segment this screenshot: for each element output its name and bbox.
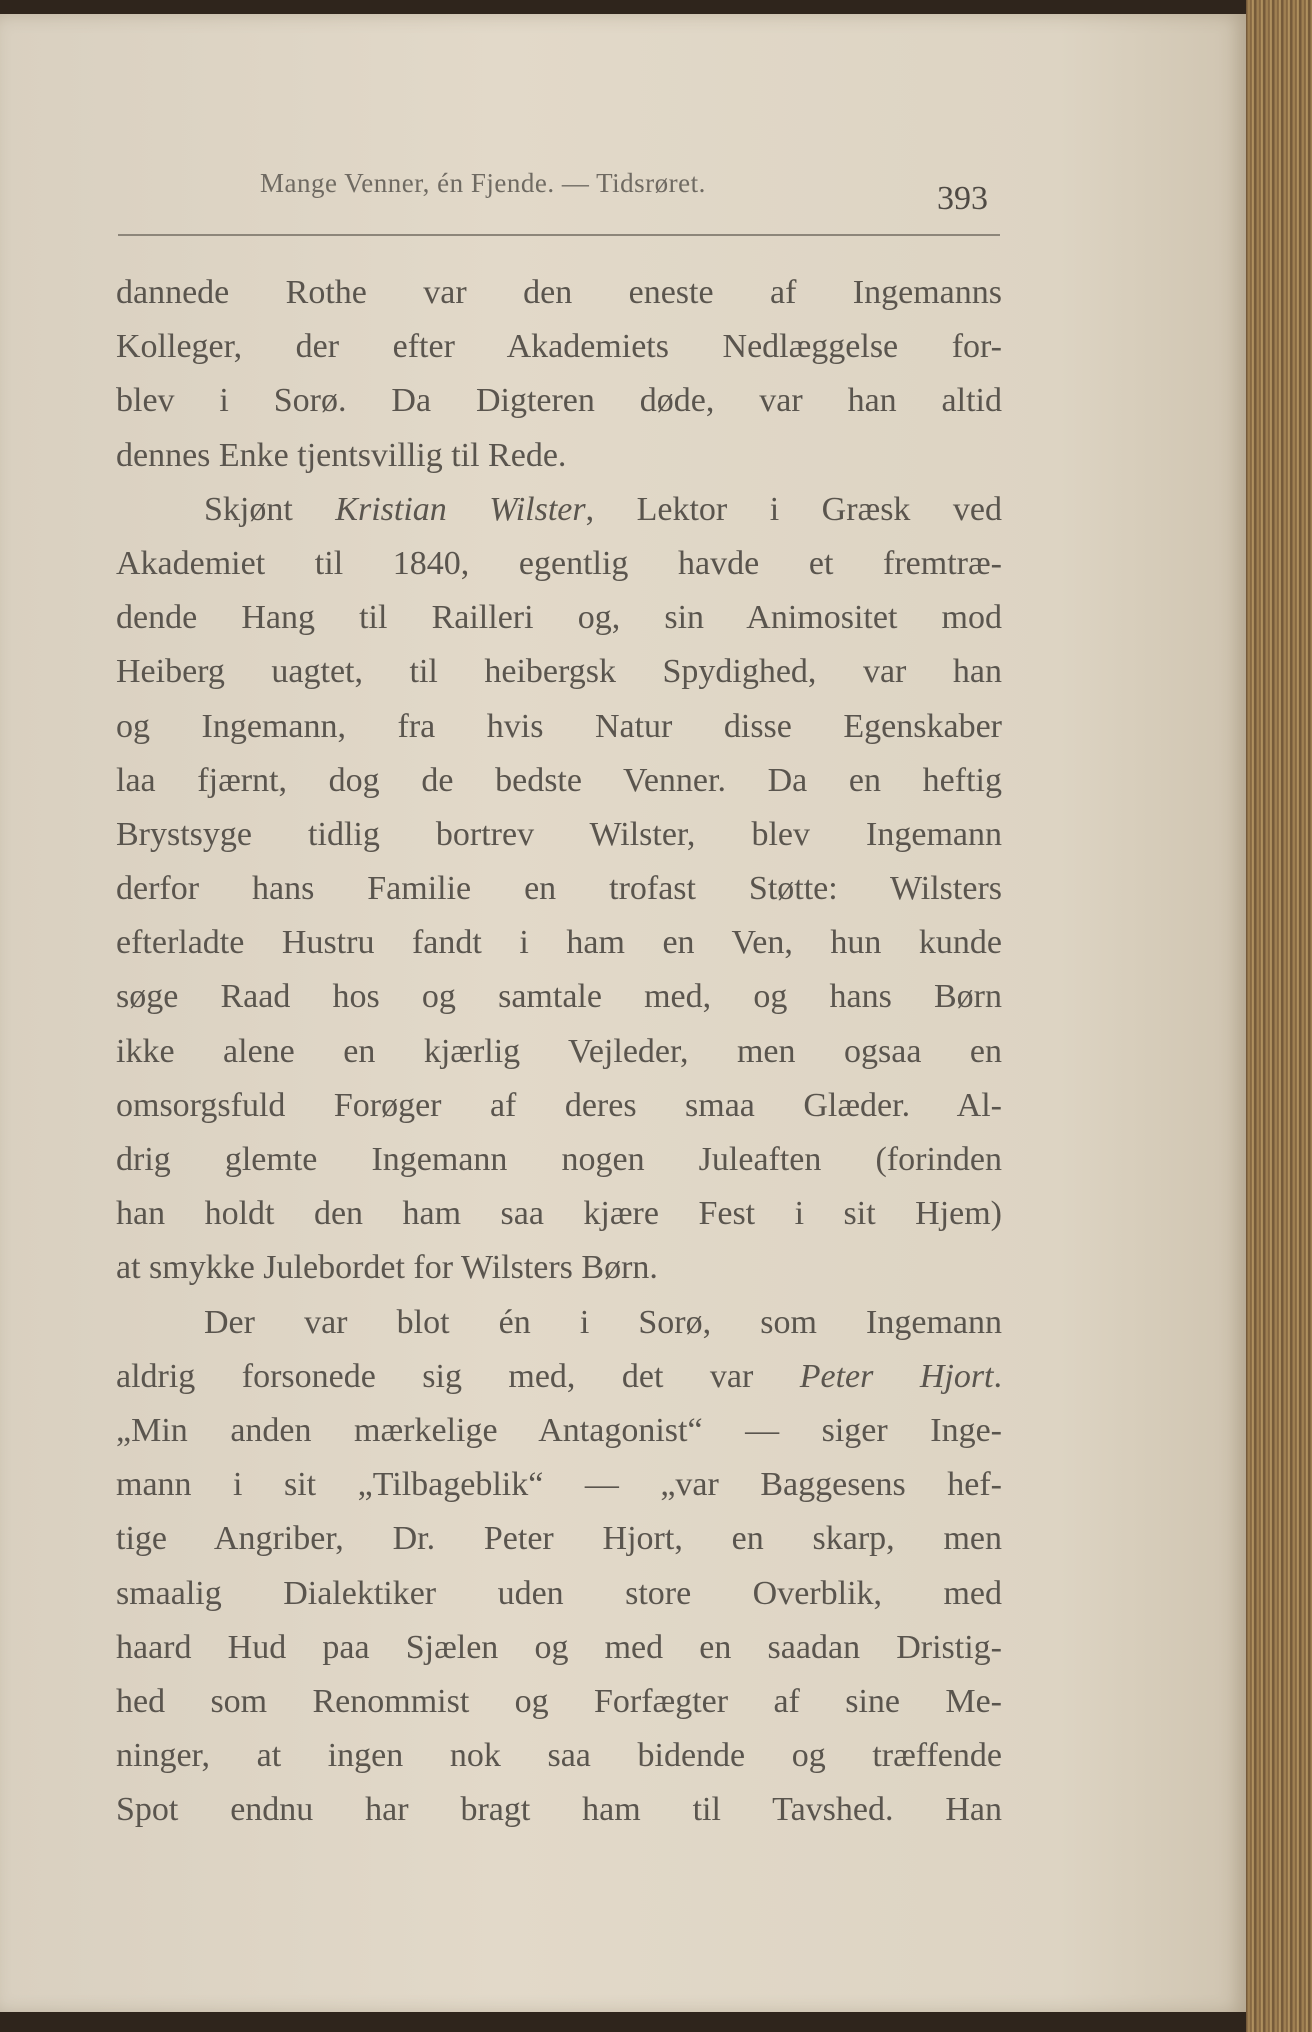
text-line: Brystsyge tidlig bortrev Wilster, blev Ingemann (116, 815, 1002, 853)
text-line-rest: , Lektor i Græsk ved (585, 490, 1002, 528)
text-line: hed som Renommist og Forfægter af sine Me- (116, 1682, 1002, 1720)
text-line: dannede Rothe var den eneste af Ingemanns (116, 274, 1002, 311)
text-line: drig glemte Ingemann nogen Juleaften (forinden (116, 1141, 1002, 1178)
text-line: Spot endnu har bragt ham til Tavshed. Han (116, 1791, 1002, 1829)
text-line: haard Hud paa Sjælen og med en saadan Dristig- (116, 1628, 1002, 1666)
text-line: tige Angriber, Dr. Peter Hjort, en skarp, men (116, 1520, 1002, 1558)
header-rule (118, 234, 1000, 236)
text-line: han holdt den ham saa kjære Fest i sit Hjem) (116, 1195, 1002, 1233)
text-line: dende Hang til Railleri og, sin Animositet mod (116, 599, 1002, 637)
text-line: dennes Enke tjentsvillig til Rede. (116, 436, 567, 474)
text-line: Akademiet til 1840, egentlig havde et fremtræ- (116, 544, 1002, 582)
text-line: Kolleger, der efter Akademiets Nedlæggelse for- (116, 328, 1002, 366)
text-line: Der var blot én i Sorø, som Ingemann (204, 1303, 1002, 1341)
text-line: smaalig Dialektiker uden store Overblik, med (116, 1574, 1002, 1612)
book-fore-edge (1246, 0, 1312, 2032)
text-line-start: Skjønt (204, 490, 336, 528)
text-line-rest: . (993, 1357, 1002, 1395)
text-line: laa fjærnt, dog de bedste Venner. Da en heftig (116, 761, 1002, 799)
text-line-start: aldrig forsonede sig med, det var (116, 1357, 800, 1395)
text-line: at smykke Julebordet for Wilsters Børn. (116, 1249, 658, 1287)
text-line: mann i sit „Tilbageblik“ — „var Baggesens hef- (116, 1466, 1002, 1504)
text-line: blev i Sorø. Da Digteren døde, var han altid (116, 382, 1002, 420)
italic-name-wilster: Kristian Wilster (335, 490, 586, 528)
text-line: omsorgsfuld Forøger af deres smaa Glæder. Al- (116, 1086, 1002, 1124)
text-line: søge Raad hos og samtale med, og hans Børn (116, 978, 1002, 1016)
text-line: Heiberg uagtet, til heibergsk Spydighed, var han (116, 653, 1002, 691)
scan-bottom-band (0, 2012, 1246, 2032)
body-text (116, 266, 1002, 1837)
page-number: 393 (937, 180, 988, 217)
text-line: ikke alene en kjærlig Vejleder, men ogsaa en (116, 1032, 1002, 1070)
text-line (116, 1350, 1002, 1404)
text-line: og Ingemann, fra hvis Natur disse Egenskaber (116, 707, 1002, 745)
text-line: „Min anden mærkelige Antagonist“ — siger Inge- (116, 1411, 1002, 1449)
running-head: Mange Venner, én Fjende. — Tidsrøret. (260, 168, 706, 198)
text-line (116, 483, 1002, 537)
text-line: derfor hans Familie en trofast Støtte: Wilsters (116, 870, 1002, 908)
text-line: efterladte Hustru fandt i ham en Ven, hun kunde (116, 924, 1002, 962)
italic-name-hjort: Peter Hjort (799, 1357, 994, 1395)
text-line: ninger, at ingen nok saa bidende og træffende (116, 1737, 1002, 1775)
